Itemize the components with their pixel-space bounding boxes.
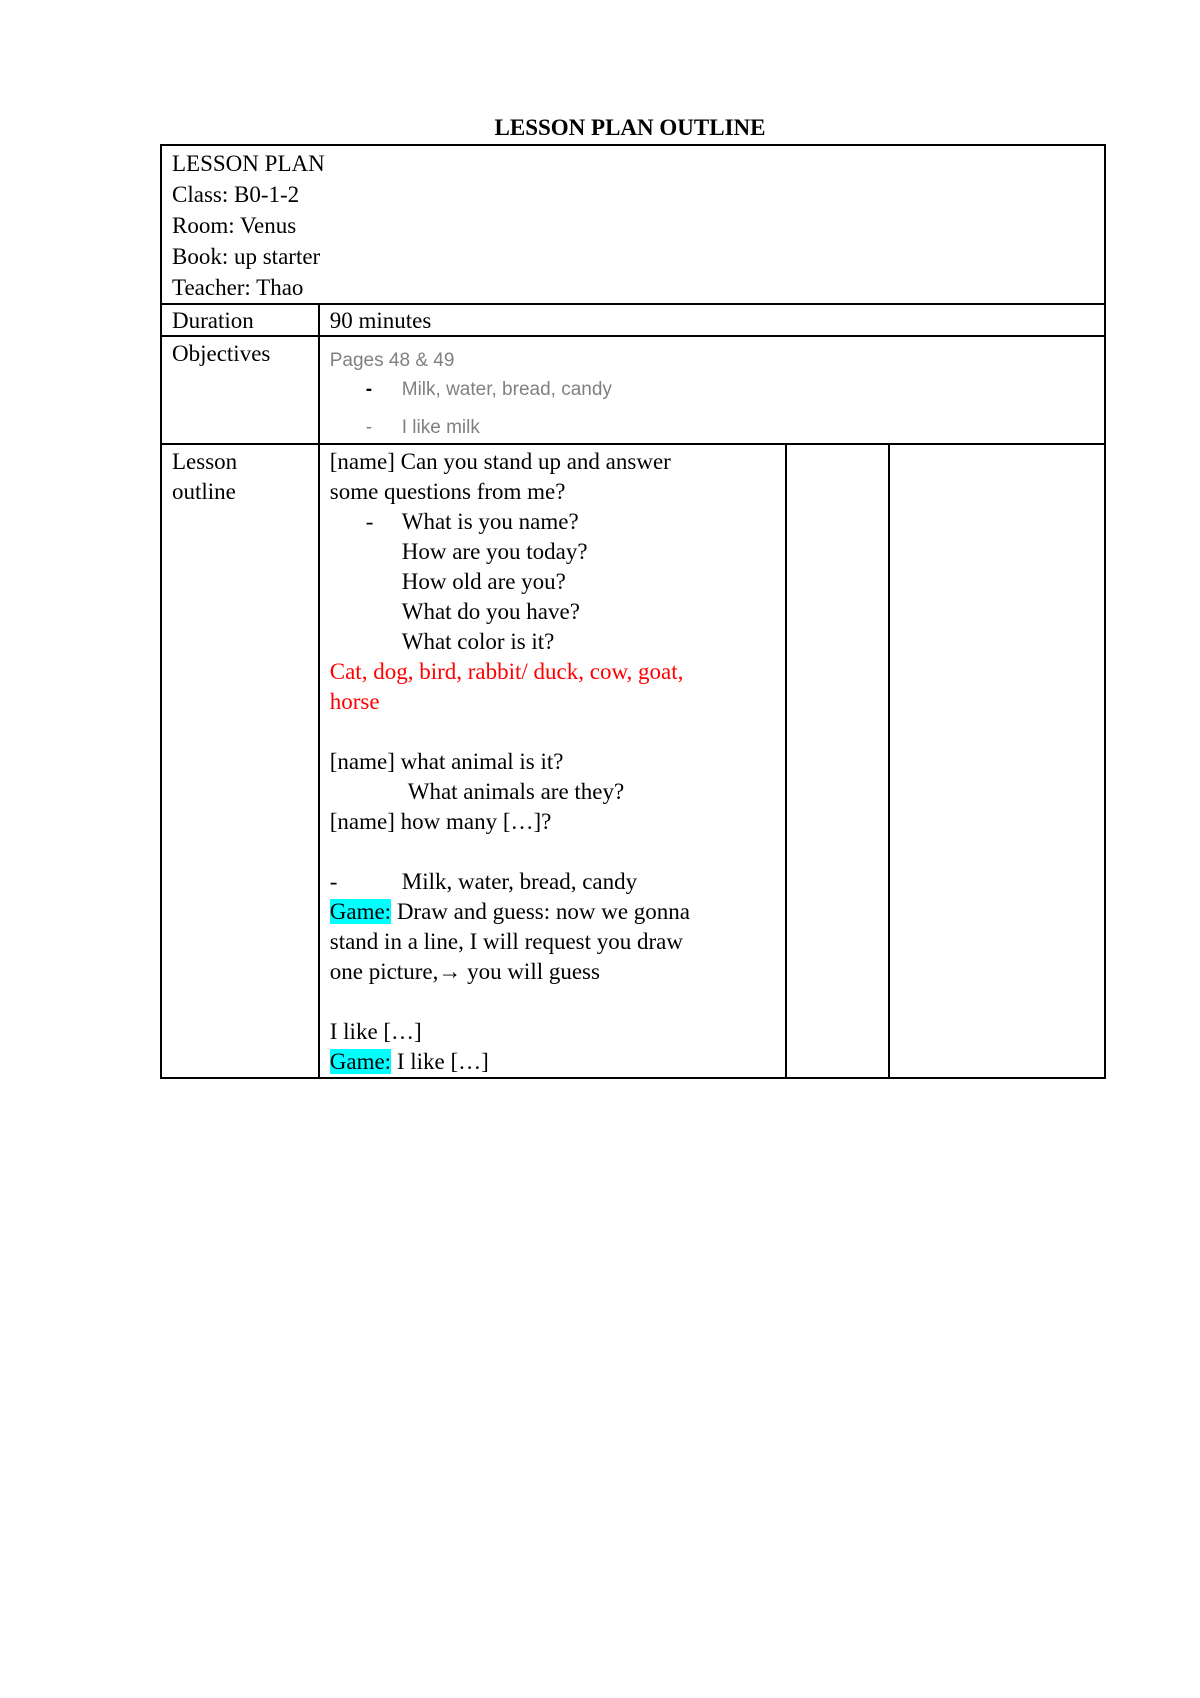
intro-line-2: some questions from me?: [329, 479, 566, 504]
header-line-title: LESSON PLAN: [172, 151, 325, 176]
duration-value: 90 minutes: [319, 304, 1105, 336]
lesson-plan-table: [160, 144, 1106, 1079]
animal-question-2: What animals are they?: [407, 779, 625, 804]
game-2-line: [330, 1047, 775, 1077]
objectives-row: [161, 336, 1105, 444]
spacer: [330, 717, 775, 747]
header-line-teacher: Teacher: Thao: [172, 275, 304, 300]
game-2-label: Game:: [329, 1049, 392, 1074]
question-1: [330, 507, 775, 537]
header-cell: [161, 145, 1105, 304]
spacer: [330, 987, 775, 1017]
animals-line-1: Cat, dog, bird, rabbit/ duck, cow, goat,: [329, 659, 684, 684]
objectives-bullet-2: [330, 415, 1094, 441]
header-line-book: Book: up starter: [172, 244, 321, 269]
bullet-dash: -: [329, 869, 338, 894]
bullet-dash: -: [365, 509, 374, 534]
page-title: LESSON PLAN OUTLINE: [494, 115, 766, 140]
question-2: How are you today?: [401, 539, 588, 564]
animal-question-1: [name] what animal is it?: [329, 749, 564, 774]
bullet-dash: -: [365, 379, 373, 400]
outline-row: [161, 444, 1105, 1078]
outline-label-cell: [161, 444, 319, 1078]
outline-content-cell: [319, 444, 786, 1078]
header-row: [161, 145, 1105, 304]
bullet-dash: -: [365, 417, 373, 438]
objectives-bullet-1-text: Milk, water, bread, candy: [401, 379, 612, 400]
outline-label-2: outline: [172, 479, 236, 504]
question-1-text: What is you name?: [401, 509, 579, 534]
game-label: Game:: [329, 899, 392, 924]
game-1-line-1: [330, 897, 775, 927]
game-1-line-2: stand in a line, I will request you draw: [329, 929, 683, 954]
outline-label-1: Lesson: [172, 449, 238, 474]
objectives-pages: Pages 48 & 49: [329, 350, 455, 371]
empty-cell-2: [889, 444, 1105, 1078]
like-line: I like […]: [329, 1019, 422, 1044]
objectives-bullet-2-text: I like milk: [401, 417, 480, 438]
objectives-cell: [319, 336, 1105, 444]
objectives-bullet-1: [330, 377, 1094, 403]
animal-question-3: [name] how many […]?: [329, 809, 552, 834]
game-1-text-a: Draw and guess: now we gonna: [391, 899, 690, 924]
duration-label: Duration: [161, 304, 319, 336]
empty-cell-1: [786, 444, 889, 1078]
spacer: [330, 837, 775, 867]
duration-row: [161, 304, 1105, 336]
question-4: What do you have?: [401, 599, 580, 624]
food-text: Milk, water, bread, candy: [401, 869, 638, 894]
food-line: [330, 867, 775, 897]
objectives-label: Objectives: [161, 336, 319, 444]
animals-line-2: horse: [329, 689, 380, 714]
question-5: What color is it?: [401, 629, 555, 654]
game-1-line-3: one picture,→ you will guess: [329, 959, 600, 984]
question-3: How old are you?: [401, 569, 566, 594]
header-line-room: Room: Venus: [172, 213, 297, 238]
header-line-class: Class: B0-1-2: [172, 182, 300, 207]
intro-line-1: [name] Can you stand up and answer: [329, 449, 671, 474]
game-2-text: I like […]: [391, 1049, 489, 1074]
